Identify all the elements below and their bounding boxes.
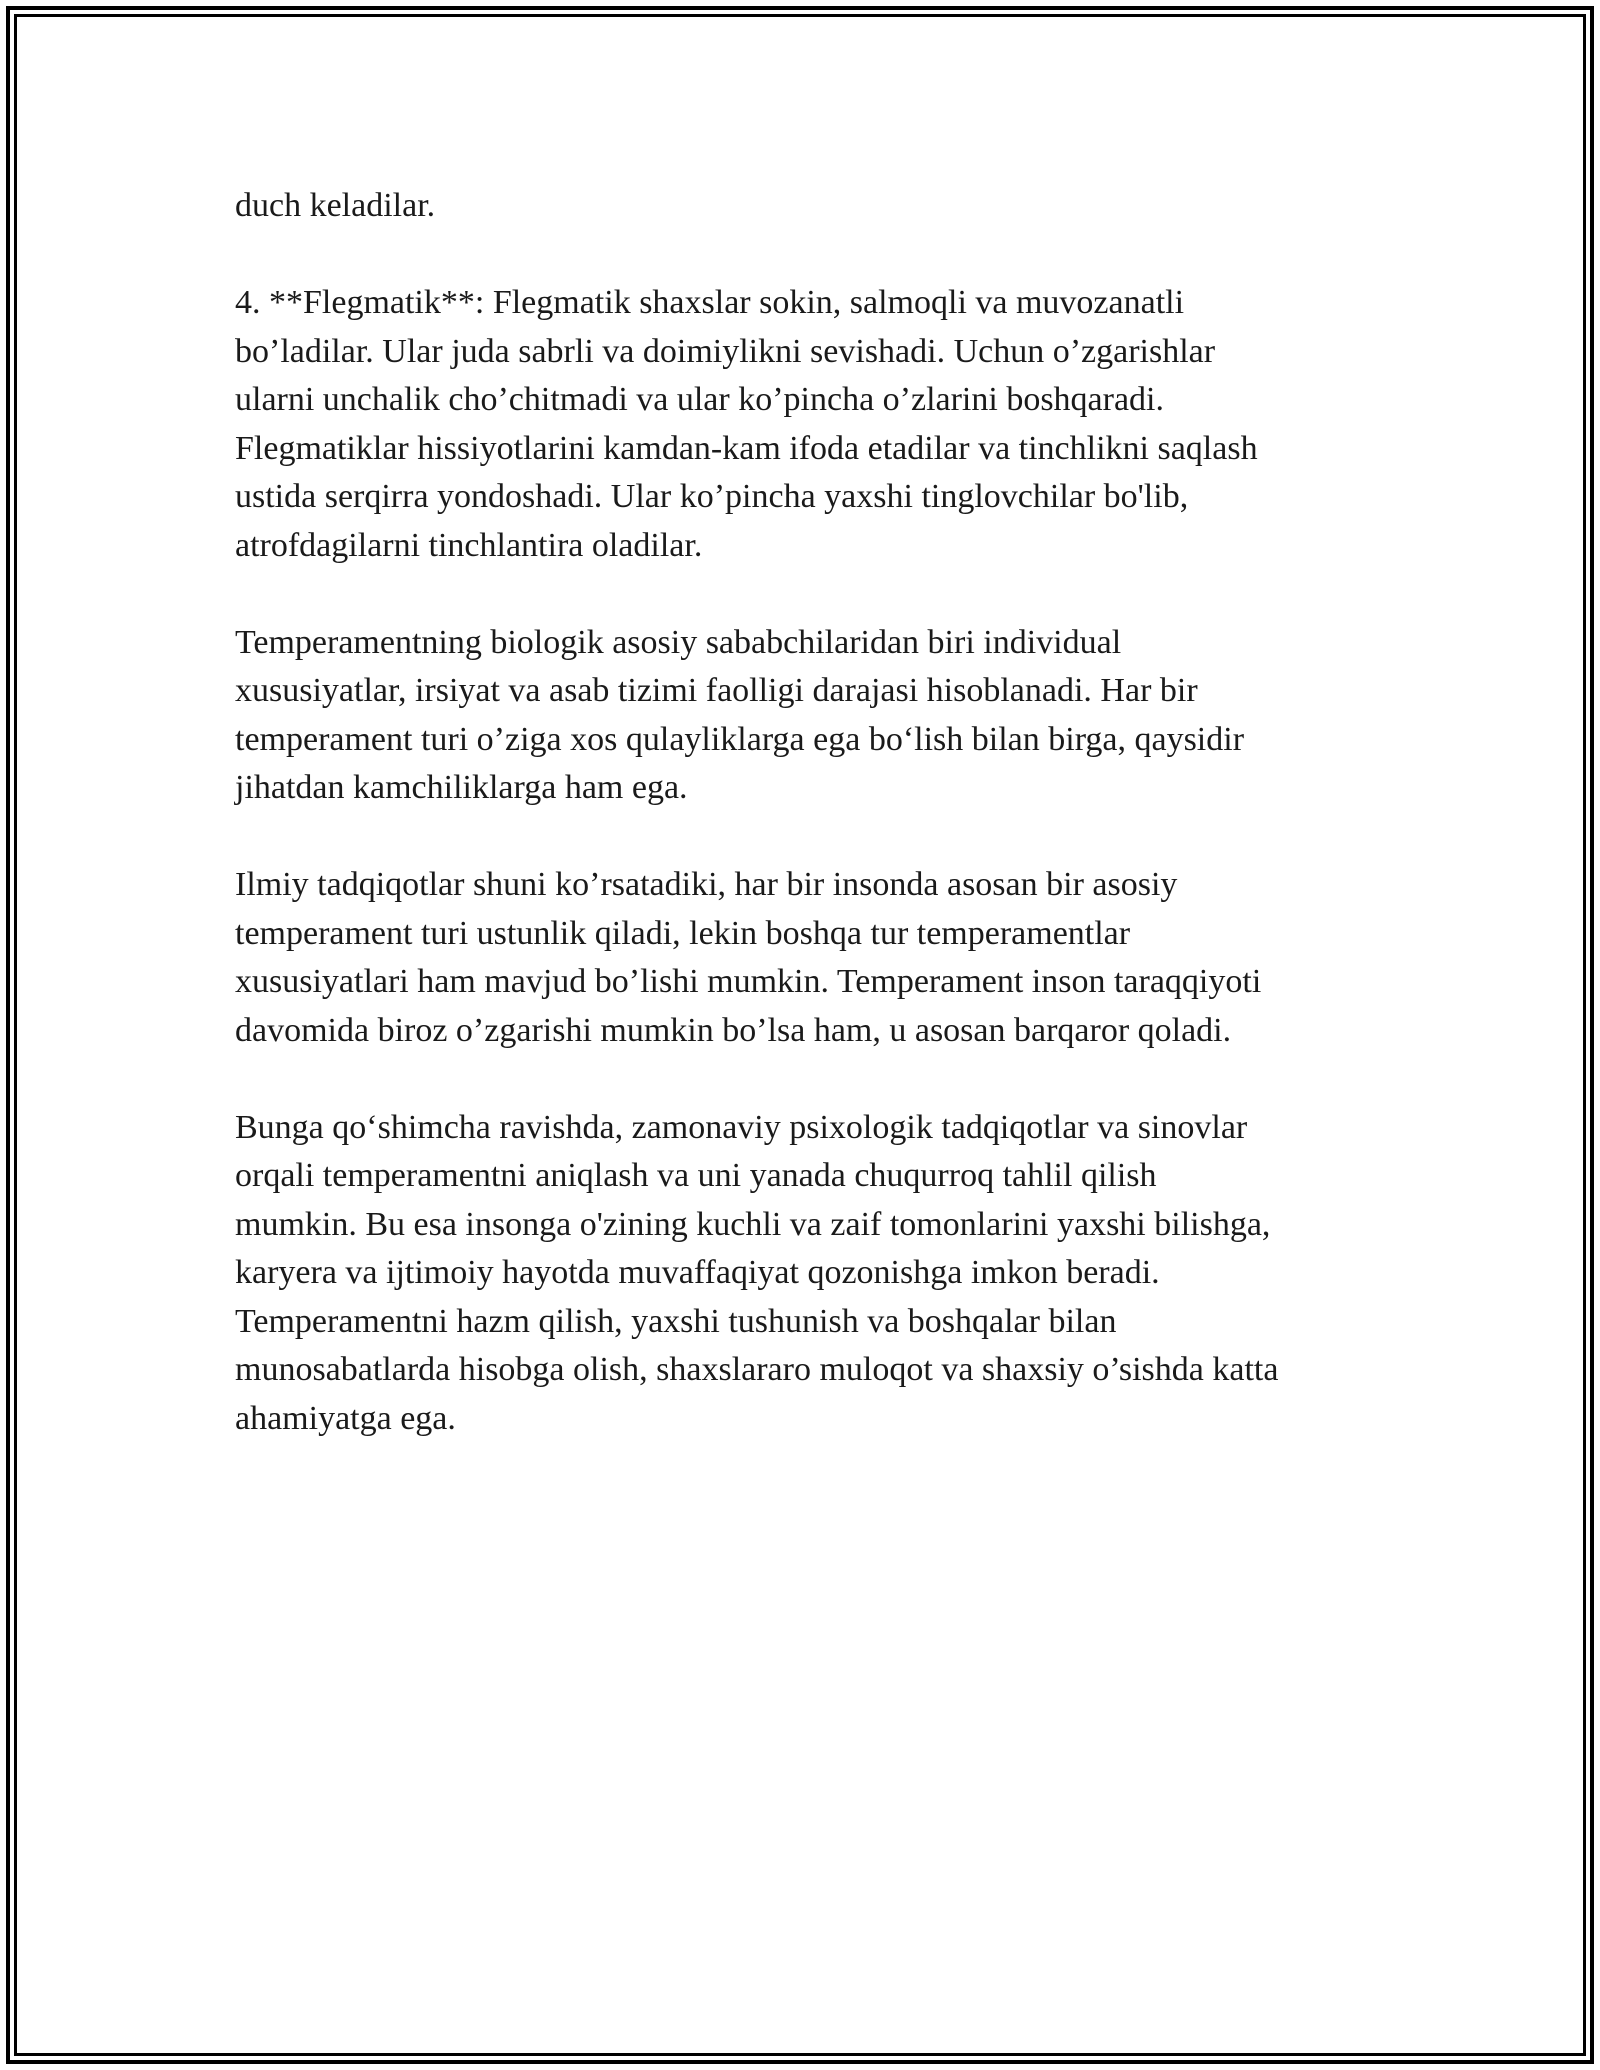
- text-line: atrofdagilarni tinchlantira oladilar.: [235, 526, 703, 564]
- text-line: jihatdan kamchiliklarga ham ega.: [235, 769, 688, 806]
- paragraph-continuation: [235, 182, 1375, 231]
- text-line: Temperamentning biologik asosiy sababchilaridan biri individual: [235, 623, 1122, 661]
- text-line: orqali temperamentni aniqlash va uni yanada chuqurroq tahlil qilish: [235, 1157, 1157, 1194]
- text-line: 4. **Flegmatik**: Flegmatik shaxslar sokin, salmoqli va muvozanatli: [235, 284, 1185, 321]
- text-line: ahamiyatga ega.: [235, 1399, 456, 1437]
- document-body: [235, 182, 1375, 1492]
- text-line: Bunga qoʻshimcha ravishda, zamonaviy psixologik tadqiqotlar va sinovlar: [235, 1108, 1248, 1146]
- text-line: temperament turi o’ziga xos qulayliklarga ega boʻlish bilan birga, qaysidir: [235, 720, 1245, 758]
- text-line: karyera va ijtimoiy hayotda muvaffaqiyat qozonishga imkon beradi.: [235, 1254, 1160, 1291]
- paragraph-flegmatik: [235, 279, 1375, 570]
- paragraph-biological-basis: [235, 619, 1375, 813]
- text-line: temperament turi ustunlik qiladi, lekin boshqa tur temperamentlar: [235, 914, 1131, 952]
- text-line: Temperamentni hazm qilish, yaxshi tushunish va boshqalar bilan: [235, 1302, 1117, 1340]
- text-line: bo’ladilar. Ular juda sabrli va doimiylikni sevishadi. Uchun o’zgarishlar: [235, 332, 1216, 370]
- text-line: munosabatlarda hisobga olish, shaxslararo muloqot va shaxsiy o’sishda katta: [235, 1351, 1279, 1388]
- text-line: davomida biroz o’zgarishi mumkin bo’lsa ham, u asosan barqaror qoladi.: [235, 1011, 1232, 1049]
- paragraph-research: [235, 861, 1375, 1055]
- text-line: mumkin. Bu esa insonga o'zining kuchli va zaif tomonlarini yaxshi bilishga,: [235, 1205, 1271, 1243]
- text-line: Ilmiy tadqiqotlar shuni ko’rsatadiki, har bir insonda asosan bir asosiy: [235, 866, 1178, 903]
- text-line: xususiyatlar, irsiyat va asab tizimi faolligi darajasi hisoblanadi. Har bir: [235, 672, 1198, 709]
- paragraph-conclusion: [235, 1104, 1375, 1444]
- text-line: ustida serqirra yondoshadi. Ular ko’pincha yaxshi tinglovchilar bo'lib,: [235, 478, 1189, 515]
- text-line: duch keladilar.: [235, 187, 436, 224]
- text-line: xususiyatlari ham mavjud bo’lishi mumkin. Temperament inson taraqqiyoti: [235, 963, 1262, 1000]
- text-line: ularni unchalik cho’chitmadi va ular ko’pincha o’zlarini boshqaradi.: [235, 381, 1165, 418]
- text-line: Flegmatiklar hissiyotlarini kamdan-kam ifoda etadilar va tinchlikni saqlash: [235, 429, 1258, 467]
